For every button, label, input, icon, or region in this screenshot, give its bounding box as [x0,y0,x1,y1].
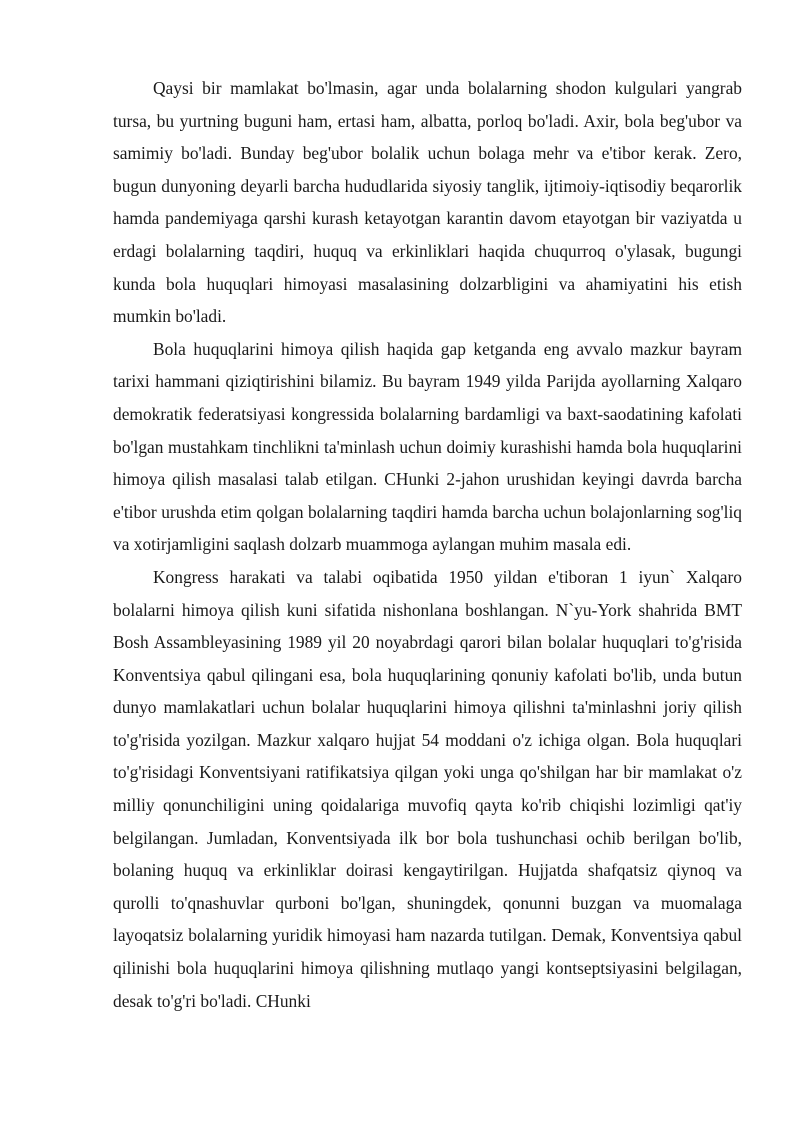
paragraph-2: Bola huquqlarini himoya qilish haqida gap ketganda eng avvalo mazkur bayram tarixi hammani qiziqtirishini bilamiz. Bu bayram 1949 yilda Parijda ayollarning Xalqaro demokratik federatsiyasi kongressida bolalarning bardamligi va baxt-saodatining kafolati bo'lgan mustahkam tinchlikni ta'minlash uchun doimiy kurashishi hamda bola huquqlarini himoya qilish masalasi talab etilgan. CHunki 2-jahon urushidan keyingi davrda barcha e'tibor urushda etim qolgan bolalarning taqdiri hamda barcha uchun bolajonlarning sog'liq va xotirjamligini saqlash dolzarb muammoga aylangan muhim masala edi. [113,338,742,555]
paragraph-1: Qaysi bir mamlakat bo'lmasin, agar unda bolalarning shodon kulgulari yangrab tursa, bu yurtning buguni ham, ertasi ham, albatta, porloq bo'ladi. Axir, bola beg'ubor va samimiy bo'ladi. Bunday beg'ubor bolalik uchun bolaga mehr va e'tibor kerak. Zero, bugun dunyoning deyarli barcha hududlarida siyosiy tanglik, ijtimoiy-iqtisodiy beqarorlik hamda pandemiyaga qarshi kurash ketayotgan karantin davom etayotgan bir vaziyatda u erdagi bolalarning taqdiri, huquq va erkinliklari haqida chuqurroq o'ylasak, bugungi kunda bola huquqlari himoyasi masalasining dolzarbligini va ahamiyatini his etish mumkin bo'ladi. [113,78,742,327]
document-page [113,72,742,1017]
paragraph-3: Kongress harakati va talabi oqibatida 1950 yildan e'tiboran 1 iyun` Xalqaro bolalarni himoya qilish kuni sifatida nishonlana boshlangan. N`yu-York shahrida BMT Bosh Assambleyasining 1989 yil 20 noyabrdagi qarori bilan bolalar huquqlari to'g'risida Konventsiya qabul qilingani esa, bola huquqlarining qonuniy kafolati bo'lib, unda butun dunyo mamlakatlari uchun bolalar huquqlarini himoya qilishni ta'minlashni joriy qilish to'g'risida yozilgan. Mazkur xalqaro hujjat 54 moddani o'z ichiga olgan. Bola huquqlari to'g'risidagi Konventsiyani ratifikatsiya qilgan yoki unga qo'shilgan har bir mamlakat o'z milliy qonunchiligini uning qoidalariga muvofiq qayta ko'rib chiqishi lozimligi qat'iy belgilangan. Jumladan, Konventsiyada ilk bor bola tushunchasi ochib berilgan bo'lib, bolaning huquq va erkinliklar doirasi kengaytirilgan. Hujjatda shafqatsiz qiynoq va qurolli to'qnashuvlar qurboni bo'lgan, shuningdek, qonunni buzgan va muomalaga layoqatsiz bolalarning yuridik himoyasi ham nazarda tutilgan. Demak, Konventsiya qabul qilinishi bola huquqlarini himoya qilishning mutlaqo yangi kontseptsiyasini belgilagan, desak to'g'ri bo'ladi. CHunki [113,566,742,1011]
